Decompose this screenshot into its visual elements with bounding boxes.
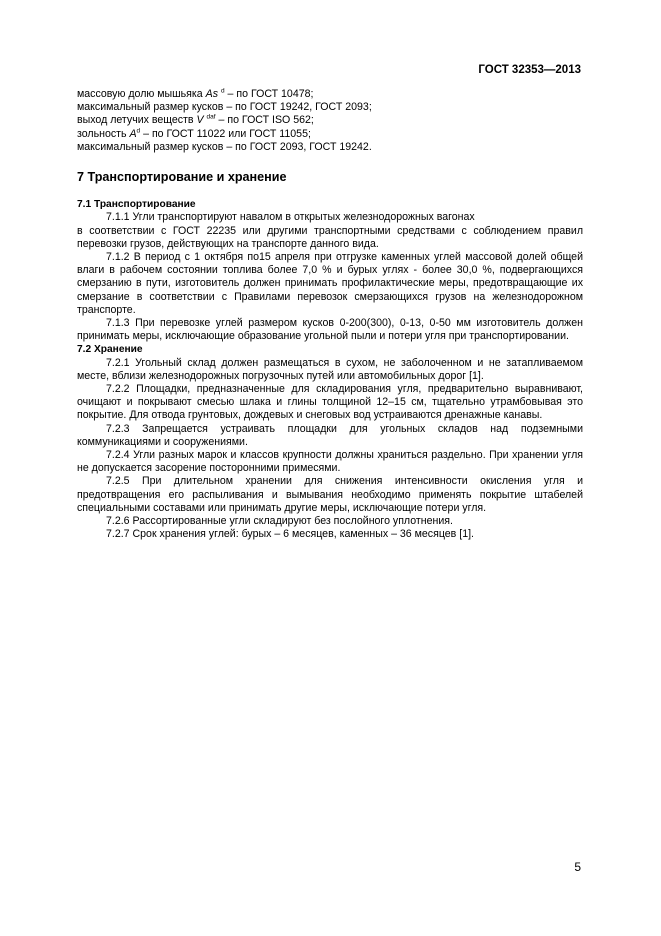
paragraph-7-1-3: 7.1.3 При перевозке углей размером кусков 0-200(300), 0-13, 0-50 мм изготовитель должен принимать меры, исключающие образование угольной пыли и потери угля при транспортировании.	[77, 317, 583, 343]
subsection-heading-storage: 7.2 Хранение	[77, 344, 143, 356]
paragraph-7-2-5: 7.2.5 При длительном хранении для снижения интенсивности окисления угля и предотвращения его распыливания и вымывания необходимо применять покрытие штабелей специальными составами или принимать другие меры, исключающие потери угля.	[77, 475, 583, 514]
paragraph-7-2-1: 7.2.1 Угольный склад должен размещаться в сухом, не заболоченном и не затапливаемом месте, вблизи железнодорожных погрузочных путей или автомобильных дорог [1].	[77, 356, 583, 382]
paragraph-7-1-1-first: 7.1.1 Угли транспортируют навалом в открытых железнодорожных вагонах	[106, 211, 475, 224]
paragraph-7-2-3: 7.2.3 Запрещается устраивать площадки для угольных складов над подземными коммуникациями и сооружениями.	[77, 422, 583, 448]
paragraph-7-2-7: 7.2.7 Срок хранения углей: бурых – 6 месяцев, каменных – 36 месяцев [1].	[106, 528, 474, 541]
list-item-max-size-2: максимальный размер кусков – по ГОСТ 2093, ГОСТ 19242.	[77, 140, 372, 153]
list-item-arsenic: массовую долю мышьяка As $^d$ – по ГОСТ 10478;	[77, 87, 314, 100]
list-item-max-size-1: максимальный размер кусков – по ГОСТ 19242, ГОСТ 2093;	[77, 101, 372, 114]
list-item-volatile: выход летучих веществ V $^{daf}$ – по ГОСТ ISO 562;	[77, 113, 314, 127]
paragraph-7-2-2: 7.2.2 Площадки, предназначенные для складирования угля, предварительно выравнивают, очищают и покрывают смесью шлака и глины толщиной 12–15 см, тщательно утрамбовывая это покрытие. Для отвода грунтовых, дождевых и снеговых вод устраиваются дренажные канавы.	[77, 383, 583, 422]
paragraph-7-1-1-rest: в соответствии с ГОСТ 22235 или другими транспортными средствами с соблюдением правил перевозки грузов, действующих на транспорте данного вида.	[77, 224, 583, 250]
page-number: 5	[574, 860, 581, 874]
list-item-ash: зольность $A^d$ – по ГОСТ 11022 или ГОСТ 11055;	[77, 127, 311, 140]
paragraph-7-2-6: 7.2.6 Рассортированные угли складируют без послойного уплотнения.	[106, 515, 453, 528]
section-title: 7 Транспортирование и хранение	[77, 170, 287, 185]
subsection-heading-transport: 7.1 Транспортирование	[77, 199, 196, 211]
paragraph-7-2-4: 7.2.4 Угли разных марок и классов крупности должны храниться раздельно. При хранении угля не допускается засорение посторонними примесями.	[77, 449, 583, 475]
page-content	[77, 88, 583, 542]
paragraph-7-1-2: 7.1.2 В период с 1 октября по15 апреля при отгрузке каменных углей массовой долей общей влаги в рабочем состоянии топлива более 7,0 % и бурых углях - более 30,0 %, подвергающихся смерзанию в пути, изготовитель должен принимать профилактические меры, предотвращающие их смерзание в соответствии с Правилами перевозок смерзающихся грузов на железнодорожном транспорте.	[77, 251, 583, 316]
document-number: ГОСТ 32353—2013	[478, 64, 581, 76]
